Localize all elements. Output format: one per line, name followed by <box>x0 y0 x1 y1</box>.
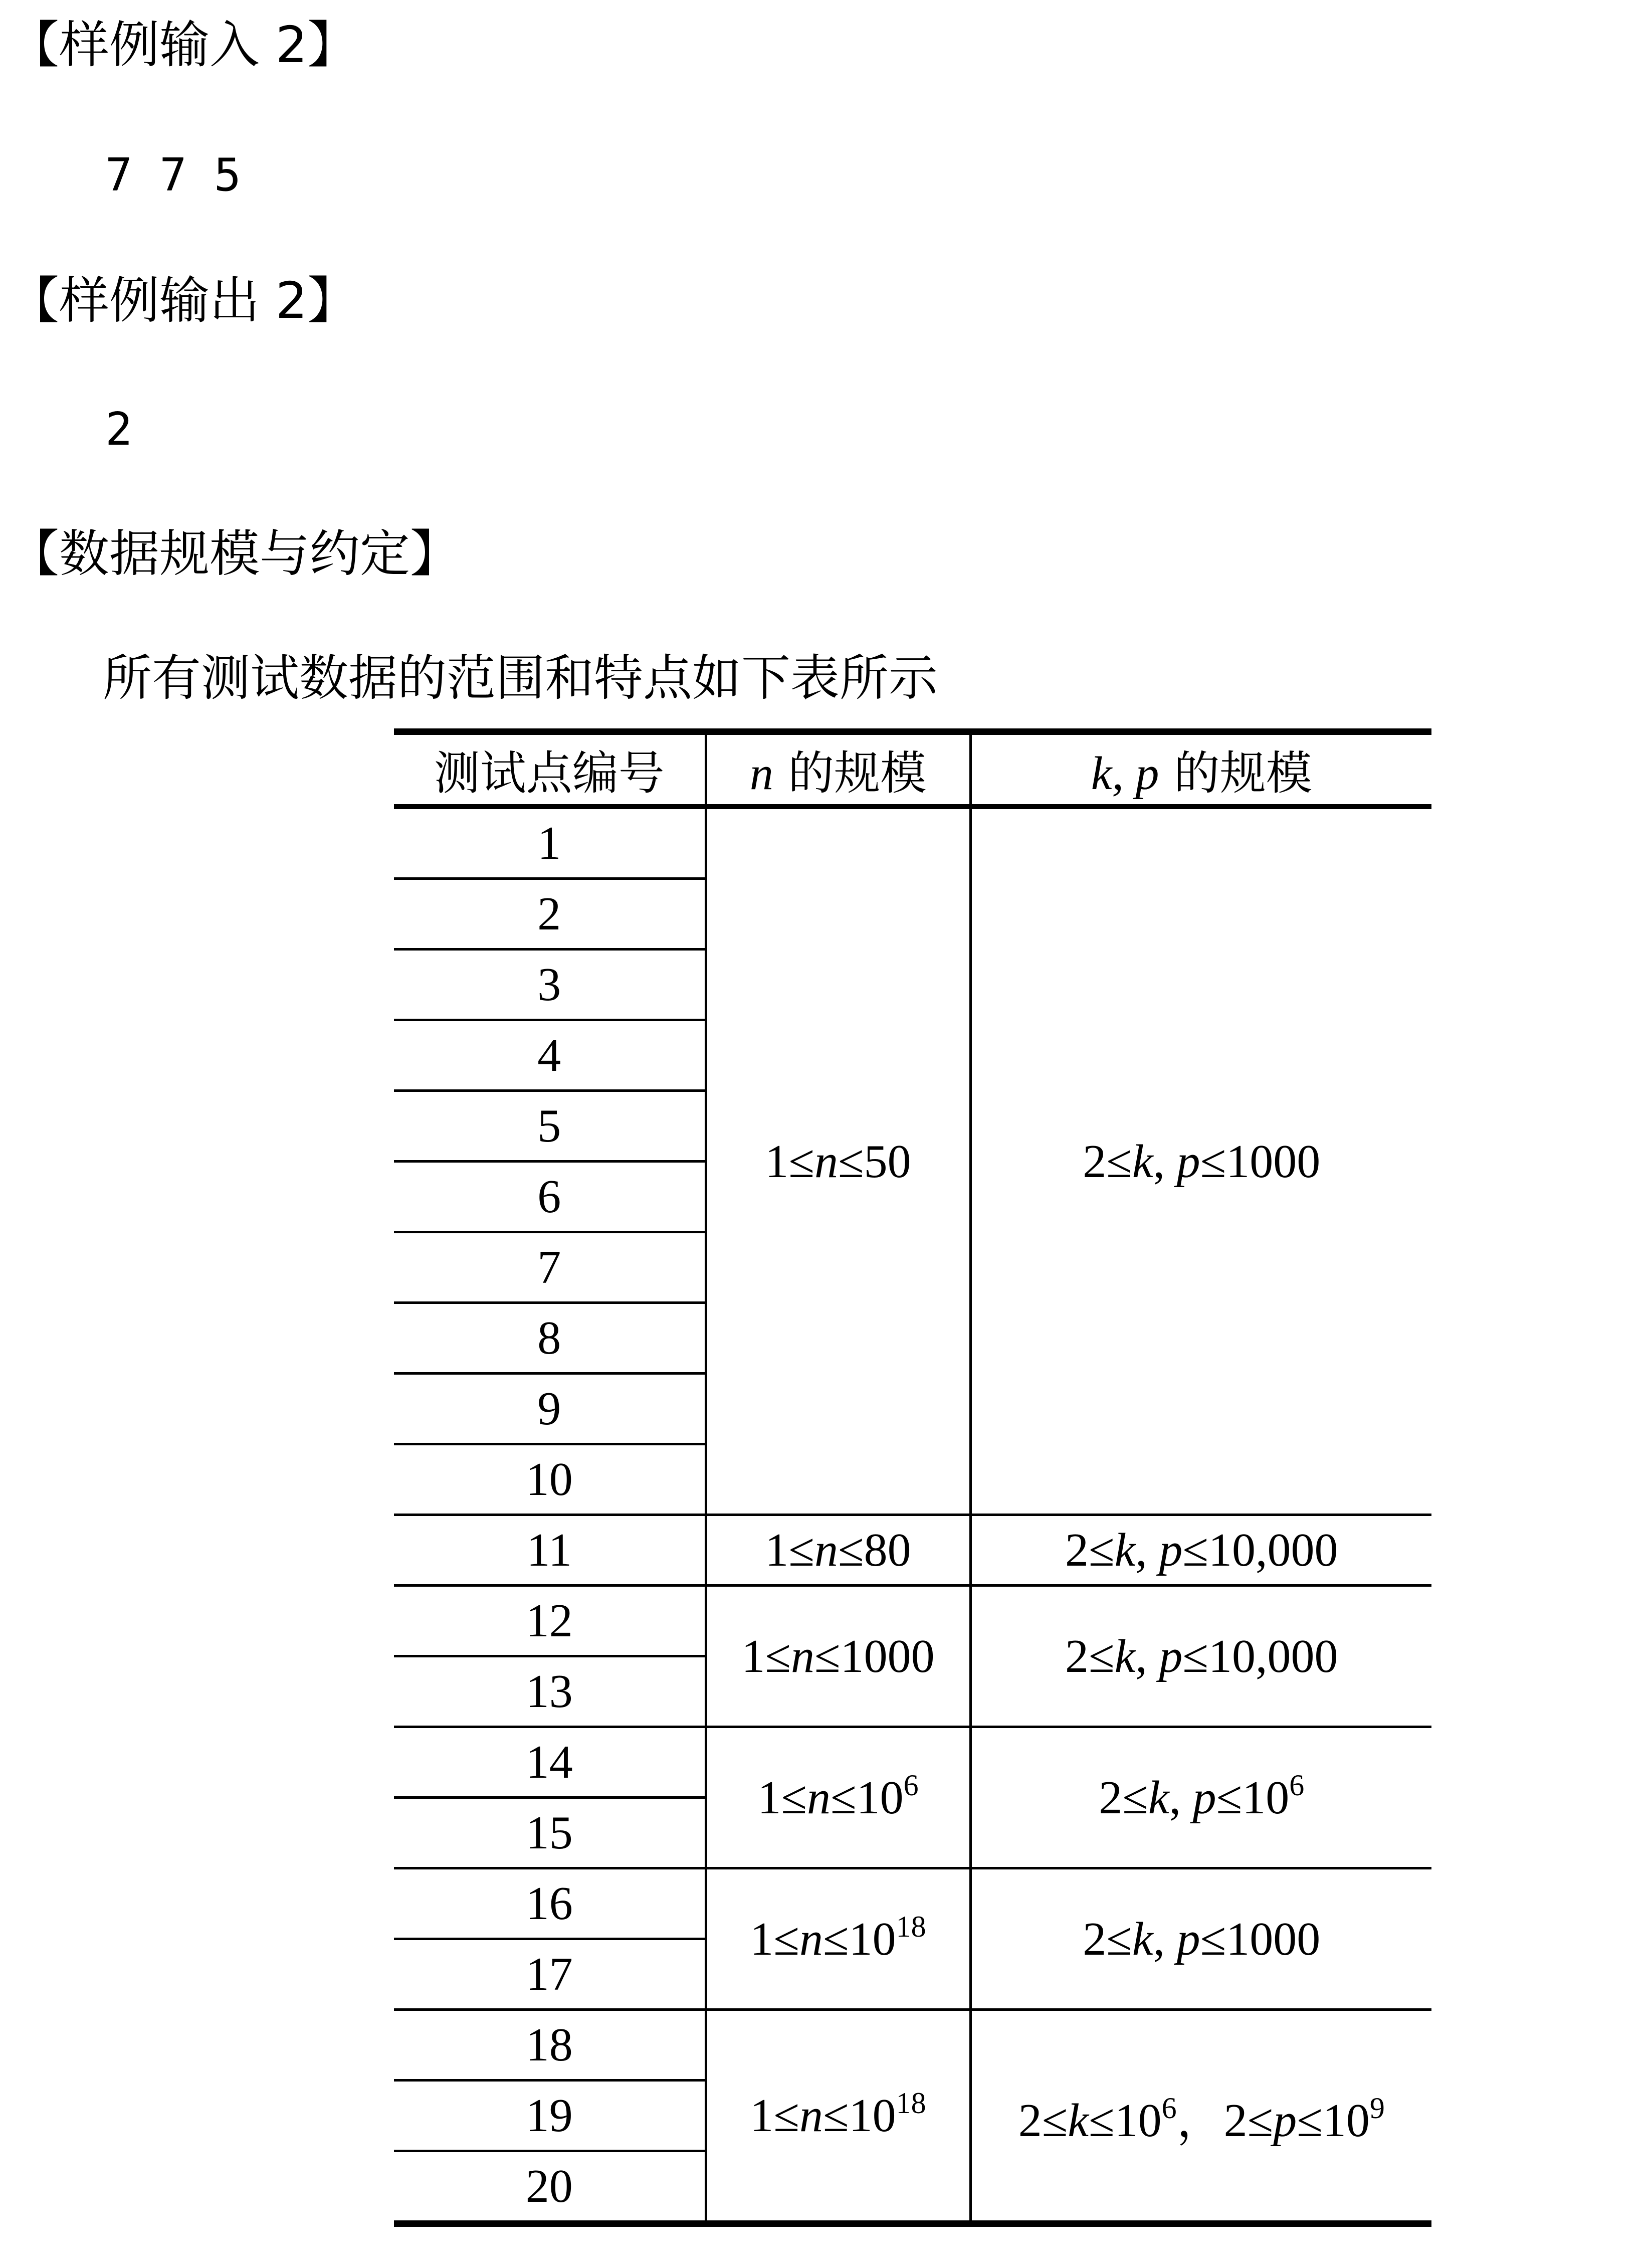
test-id-cell: 12 <box>394 1586 706 1656</box>
test-id-cell: 19 <box>394 2081 706 2151</box>
kp-range-cell: $2\le k\le 10^6$，$2\le p\le 10^9$ <box>970 2010 1431 2224</box>
table-row <box>394 1586 1431 1656</box>
test-id-cell: 15 <box>394 1798 706 1868</box>
n-range-cell: $1\le n\le 10^{18}$ <box>706 1868 970 2010</box>
kp-range-cell: 2≤k, p≤1000 <box>970 807 1431 1515</box>
kp-range-cell: 2≤k, p≤1000 <box>970 1868 1431 2010</box>
test-id-cell: 14 <box>394 1727 706 1798</box>
constraints-table <box>394 728 1431 2227</box>
table-header-row <box>394 732 1431 807</box>
sample-output-heading: 【样例输出 2】 <box>9 271 358 330</box>
test-id-cell: 9 <box>394 1374 706 1444</box>
kp-range-cell: 2≤k, p≤10,000 <box>970 1515 1431 1586</box>
test-id-cell: 10 <box>394 1444 706 1515</box>
constraints-intro: 所有测试数据的范围和特点如下表所示 <box>103 650 938 707</box>
test-id-cell: 1 <box>537 817 561 869</box>
n-range-cell: 1≤n≤80 <box>706 1515 970 1586</box>
test-id-cell: 6 <box>394 1162 706 1232</box>
n-range-cell: $1\le n\le 10^{18}$ <box>706 2010 970 2224</box>
n-range-cell: 1≤n≤1000 <box>706 1586 970 1727</box>
header-test-id: 测试点编号 <box>394 732 706 807</box>
test-id-cell: 18 <box>394 2010 706 2081</box>
test-id-cell: 8 <box>394 1303 706 1374</box>
kp-range-cell: 2≤k, $p\le 10^6$ <box>970 1727 1431 1868</box>
sample-input-heading: 【样例输入 2】 <box>9 16 358 74</box>
table-row <box>394 2010 1431 2081</box>
sample-input-content: 7 7 5 <box>105 149 241 202</box>
test-id-cell: 20 <box>394 2151 706 2224</box>
test-id-cell: 17 <box>394 1939 706 2010</box>
n-range-cell: 1≤n≤50 <box>706 807 970 1515</box>
table-row <box>394 1727 1431 1798</box>
table-row <box>394 1515 1431 1586</box>
test-id-cell: 7 <box>394 1232 706 1303</box>
header-n-scale: n 的规模 <box>706 732 970 807</box>
test-id-cell: 2 <box>394 879 706 950</box>
test-id-cell: 13 <box>394 1656 706 1727</box>
test-id-cell: 4 <box>394 1020 706 1091</box>
sample-output-content: 2 <box>105 403 133 456</box>
n-range-cell: $1\le n\le 10^6$ <box>706 1727 970 1868</box>
table-row <box>394 1868 1431 1939</box>
test-id-cell: 11 <box>394 1515 706 1586</box>
test-id-cell: 3 <box>394 950 706 1020</box>
table-row <box>394 807 1431 879</box>
test-id-cell: 5 <box>394 1091 706 1162</box>
test-id-cell: 16 <box>394 1868 706 1939</box>
constraints-heading: 【数据规模与约定】 <box>9 524 460 583</box>
kp-range-cell: 2≤k, p≤10,000 <box>970 1586 1431 1727</box>
header-kp-scale: k, p 的规模 <box>970 732 1431 807</box>
